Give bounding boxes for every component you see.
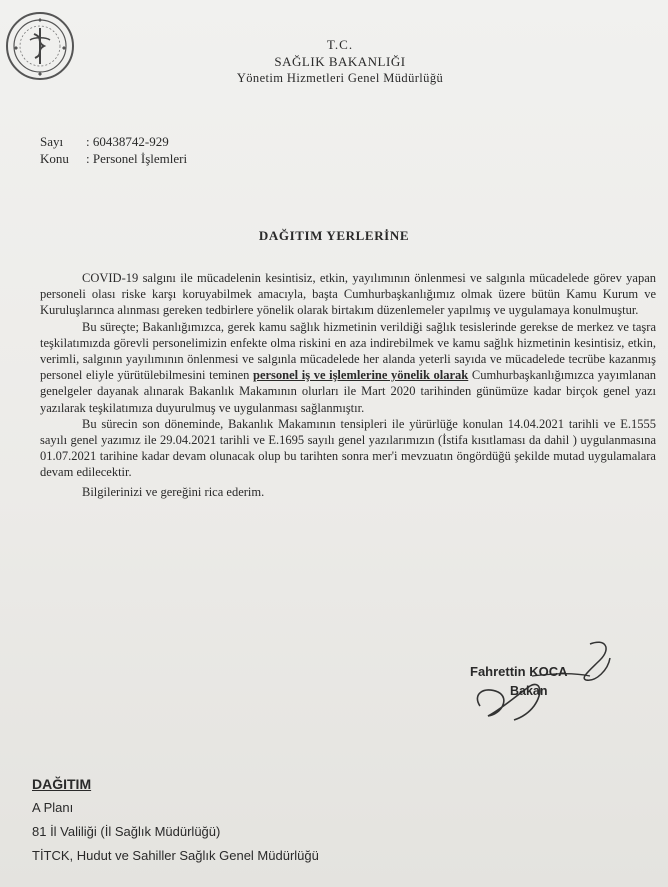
distribution-item: TİTCK, Hudut ve Sahiller Sağlık Genel Müdürlüğü — [32, 848, 319, 863]
paragraph-1: COVID-19 salgını ile mücadelenin kesintisiz, etkin, yayılımının önlenmesi ve salgınla mücadelede görev yapan personeli olası riske karşı koruyabilmek amacıyla, başta Cumhurbaşkanlığımız olmak üzere bütün Kamu Kurum ve Kuruluşlarınca alınması gereken tedbirlere yönelik olarak birtakım düzenlemeler yapılmış ve uygulamaya konulmuştur. — [40, 271, 656, 318]
document-meta — [40, 133, 187, 167]
ministry-seal-logo — [4, 10, 76, 82]
handwritten-signature — [440, 636, 660, 726]
paragraph-3: Bu sürecin son döneminde, Bakanlık Makamının tensipleri ile yürürlüğe konulan 14.04.2021 tarihli ve E.1555 sayılı genel yazımız ile 29.04.2021 tarihli ve E.1695 sayılı genel yazılarımızın (İstifa kısıtlaması da dahil ) uygulanmasına 01.07.2021 tarihine kadar devam olunacak olup bu tarihten sonra mer'i mevzuatın öngördüğü şekilde mutad uygulamalara devam edilecektir. — [40, 416, 656, 480]
letterhead-country: T.C. — [326, 37, 354, 52]
paragraph-2-emphasis: personel iş ve işlemlerine yönelik olarak — [253, 368, 469, 383]
distribution-title: DAĞITIM — [32, 776, 92, 792]
document-body — [40, 270, 656, 500]
distribution-list — [32, 772, 319, 868]
sayi-row — [40, 133, 187, 150]
sayi-value: : 60438742-929 — [86, 134, 169, 149]
closing-line: Bilgilerinizi ve gereğini rica ederim. — [82, 484, 265, 499]
signatory-title: Bakan — [510, 684, 548, 698]
distribution-item: A Planı — [32, 800, 74, 815]
signature-block — [440, 636, 660, 726]
paragraph-2 — [40, 319, 656, 416]
sayi-label: Sayı — [40, 134, 64, 149]
konu-label: Konu — [40, 151, 69, 166]
letterhead-department: Yönetim Hizmetleri Genel Müdürlüğü — [236, 71, 444, 85]
signatory-name: Fahrettin KOCA — [470, 664, 568, 679]
document-heading: DAĞITIM YERLERİNE — [258, 228, 410, 243]
konu-row — [40, 150, 187, 167]
paragraph-2-start: Bu süreçte; Bakanlığımızca, gerek kamu sağlık hizmetinin verildiği sağlık tesislerinde gerekse de merkez ve taşra teşkilatımızda görevli personelimizin enfekte olma riskini en aza indirebilmek ve kamu sağlık hizmetinin kesintisiz, etkin, verimli, salgının yayılımının önlenmesi ve salgınla mücadelede her alanda yeterli sayıda ve mücadelede tecrübe kazanmış personel eliyle yürütülebilmesini teminen — [40, 319, 656, 383]
letterhead-ministry: SAĞLIK BAKANLIĞI — [274, 54, 406, 69]
distribution-item: 81 İl Valiliği (İl Sağlık Müdürlüğü) — [32, 824, 221, 839]
letterhead — [180, 36, 500, 87]
paragraph-2-end: Cumhurbaşkanlığımızca yayımlanan genelgeler dayanak alınarak Bakanlık Makamının olurları ile Mart 2020 tarihinden günümüze kadar birçok genel yazı yazılarak teşkilatımıza duyurulmuş ve uygulanması sağlanmıştır. — [40, 368, 656, 415]
konu-value: : Personel İşlemleri — [86, 151, 188, 166]
